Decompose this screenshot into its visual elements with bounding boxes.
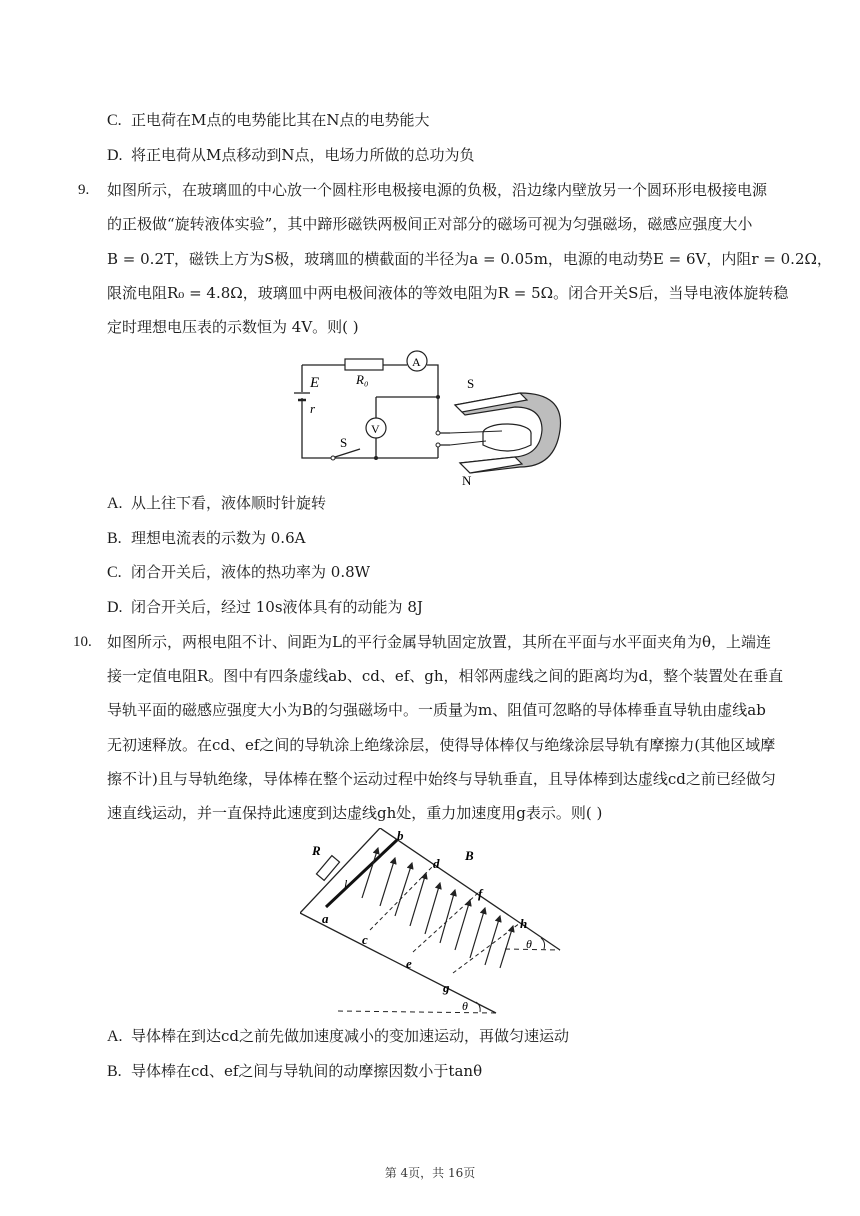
label-d: d [433, 856, 440, 871]
option-text: 正电荷在M点的电势能比其在N点的电势能大 [131, 111, 430, 129]
internal-resistance-label: r [310, 401, 316, 416]
question-number: 10. [73, 634, 92, 650]
label-h: h [520, 916, 528, 931]
option-a [107, 493, 326, 514]
upper-rail [380, 828, 560, 950]
angle-theta-upper: θ [526, 937, 532, 951]
question-stem-line: 接一定值电阻R。图中有四条虚线ab、cd、ef、gh，相邻两虚线之间的距离均为d，整个装置处在垂直 [107, 667, 784, 685]
circuit-figure [290, 345, 575, 490]
option-c [107, 562, 370, 583]
question-stem-line: 定时理想电压表的示数恒为 4V。则( ) [107, 318, 359, 336]
question-stem-line: 速直线运动，并一直保持此速度到达虚线gh处，重力加速度用g表示。则( ) [107, 804, 603, 822]
label-b: b [397, 828, 404, 843]
option-letter: A. [107, 1028, 123, 1045]
label-c: c [362, 932, 368, 947]
label-g: g [443, 980, 450, 995]
option-letter: C. [107, 564, 122, 581]
question-stem-line: 限流电阻R₀ = 4.8Ω，玻璃皿中两电极间液体的等效电阻为R = 5Ω。闭合开关S后，当导电液体旋转稳 [107, 284, 789, 302]
option-a [107, 1026, 569, 1047]
resistor-r0 [345, 359, 383, 370]
horseshoe-magnet [450, 393, 561, 473]
page-footer: 第 4页，共 16页 [384, 1166, 476, 1180]
question-number: 9. [78, 182, 90, 198]
question-stem-line: 的正极做“旋转液体实验”，其中蹄形磁铁两极间正对部分的磁场可视为匀强磁场，磁感应强度大小 [107, 215, 753, 233]
option-text: 将正电荷从M点移动到N点，电场力所做的总功为负 [131, 146, 475, 164]
option-b [107, 528, 305, 549]
voltmeter-label: V [371, 422, 380, 436]
option-letter: B. [107, 530, 122, 547]
switch-label: S [340, 435, 348, 450]
option-letter: A. [107, 495, 123, 512]
option-letter: C. [107, 112, 122, 129]
resistor-r [316, 856, 339, 881]
magnet-n-pole-label: N [462, 473, 472, 488]
battery-label: E [310, 375, 320, 391]
option-letter: D. [107, 599, 123, 616]
incline-figure [300, 828, 570, 1018]
label-a: a [322, 911, 329, 926]
magnet-s-pole-label: S [467, 376, 475, 391]
switch [335, 449, 360, 457]
resistor-label: R [312, 843, 321, 858]
boundary-gh [453, 923, 520, 973]
question-stem-line: B = 0.2T，磁铁上方为S极，玻璃皿的横截面的半径为a = 0.05m，电源的电动势E = 6V，内阻r = 0.2Ω， [107, 250, 832, 268]
label-e: e [406, 956, 412, 971]
option-text: 导体棒在cd、ef之间与导轨间的动摩擦因数小于tanθ [131, 1062, 483, 1080]
question-stem-line: 导轨平面的磁感应强度大小为B的匀强磁场中。一质量为m、阻值可忽略的导体棒垂直导轨由虚线ab [107, 701, 766, 719]
question-stem-line: 擦不计)且与导轨绝缘，导体棒在整个运动过程中始终与导轨垂直，且导体棒到达虚线cd之前已经做匀 [107, 770, 776, 788]
option-letter: D. [107, 147, 123, 164]
option-d [107, 145, 475, 166]
option-text: 闭合开关后，液体的热功率为 0.8W [131, 563, 371, 581]
label-f: f [478, 886, 483, 901]
option-text: 闭合开关后，经过 10s液体具有的动能为 8J [131, 598, 423, 616]
option-text: 导体棒在到达cd之前先做加速度减小的变加速运动，再做匀速运动 [131, 1027, 570, 1045]
option-letter: B. [107, 1063, 122, 1080]
option-text: 从上往下看，液体顺时针旋转 [131, 494, 327, 512]
option-c [107, 110, 430, 131]
ammeter-label: A [412, 355, 421, 369]
question-stem-line: 如图所示，在玻璃皿的中心放一个圆柱形电极接电源的负极，沿边缘内壁放另一个圆环形电极接电源 [107, 181, 768, 199]
rail-spacing-label: l [344, 877, 348, 891]
field-label-b: B [465, 848, 474, 863]
question-stem-line: 如图所示，两根电阻不计、间距为L的平行金属导轨固定放置，其所在平面与水平面夹角为θ，上端连 [107, 633, 771, 651]
question-stem-line: 无初速释放。在cd、ef之间的导轨涂上绝缘涂层，使得导体棒仅与绝缘涂层导轨有摩擦力(其他区域摩 [107, 736, 776, 754]
option-d [107, 597, 423, 618]
option-b [107, 1061, 482, 1082]
option-text: 理想电流表的示数为 0.6A [131, 529, 306, 547]
angle-theta-lower: θ [462, 999, 468, 1013]
resistor-label: R₀ [356, 372, 369, 387]
